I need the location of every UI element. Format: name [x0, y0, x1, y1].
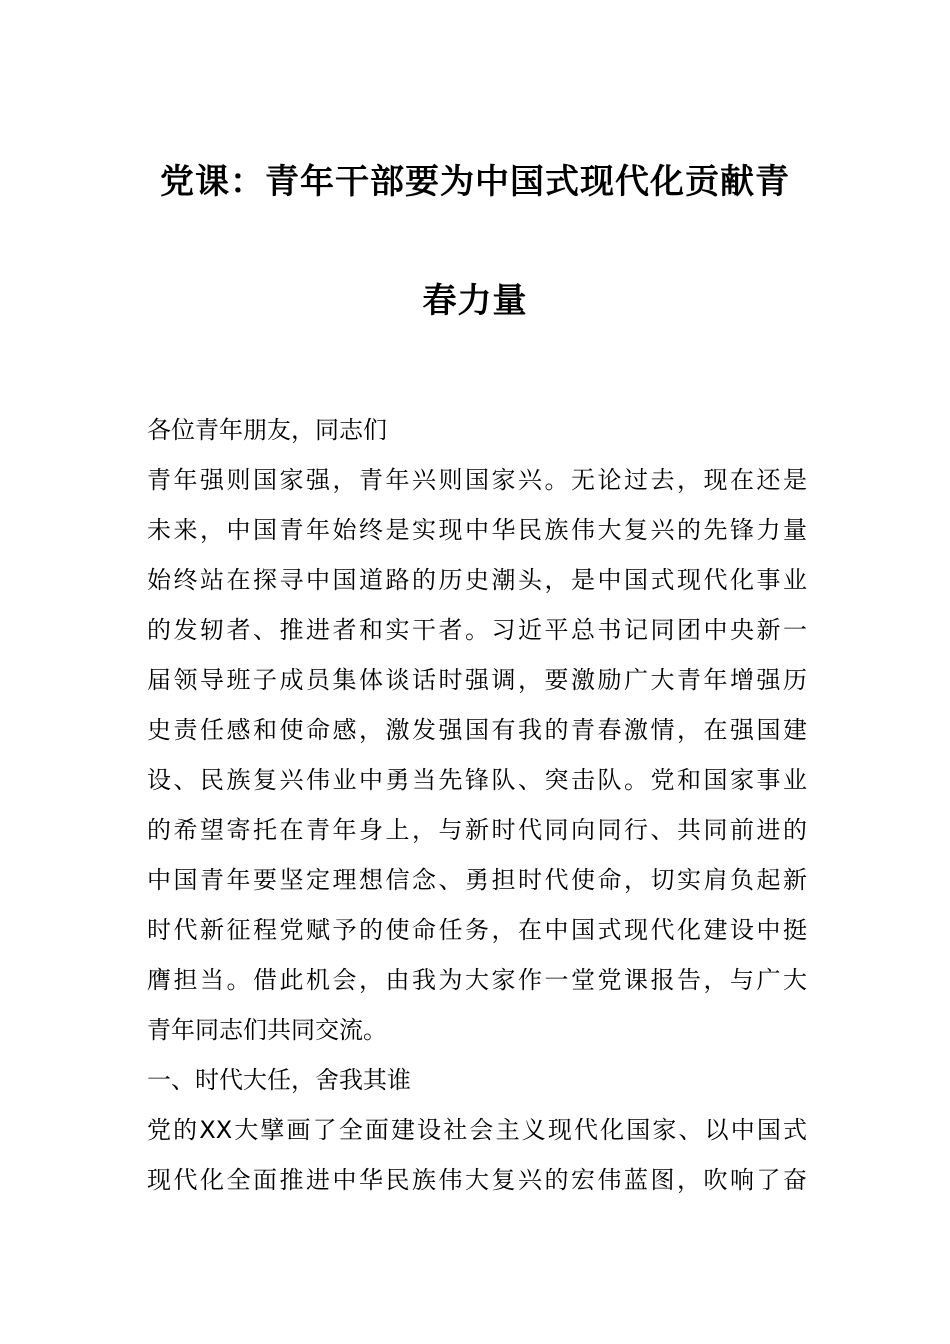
- document-title-line-2: 春力量: [422, 281, 528, 321]
- body-line: 未来，中国青年始终是实现中华民族伟大复兴的先锋力量: [147, 516, 807, 544]
- body-line: 膺担当。借此机会，由我为大家作一堂党课报告，与广大: [147, 966, 807, 994]
- body-line: 始终站在探寻中国道路的历史潮头，是中国式现代化事业: [147, 566, 807, 594]
- body-line: 的希望寄托在青年身上，与新时代同向同行、共同前进的: [147, 816, 807, 844]
- body-line: 设、民族复兴伟业中勇当先锋队、突击队。党和国家事业: [147, 766, 807, 794]
- body-line: 现代化全面推进中华民族伟大复兴的宏伟蓝图，吹响了奋: [147, 1166, 807, 1194]
- document-title-line-1: 党课：青年干部要为中国式现代化贡献青: [160, 162, 790, 202]
- body-line: 届领导班子成员集体谈话时强调，要激励广大青年增强历: [147, 666, 807, 694]
- body-line: 党的XX大擘画了全面建设社会主义现代化国家、以中国式: [147, 1116, 807, 1144]
- body-line: 中国青年要坚定理想信念、勇担时代使命，切实肩负起新: [147, 866, 807, 894]
- body-line: 青年同志们共同交流。: [147, 1016, 387, 1044]
- body-line: 时代新征程党赋予的使命任务，在中国式现代化建设中挺: [147, 916, 807, 944]
- body-line: 的发轫者、推进者和实干者。习近平总书记同团中央新一: [147, 616, 807, 644]
- body-line: 史责任感和使命感，激发强国有我的青春激情，在强国建: [147, 716, 807, 744]
- body-line: 青年强则国家强，青年兴则国家兴。无论过去，现在还是: [147, 466, 807, 494]
- body-line: 一、时代大任，舍我其谁: [147, 1066, 411, 1094]
- document-body: [147, 405, 807, 1205]
- body-line: 各位青年朋友，同志们: [147, 416, 387, 444]
